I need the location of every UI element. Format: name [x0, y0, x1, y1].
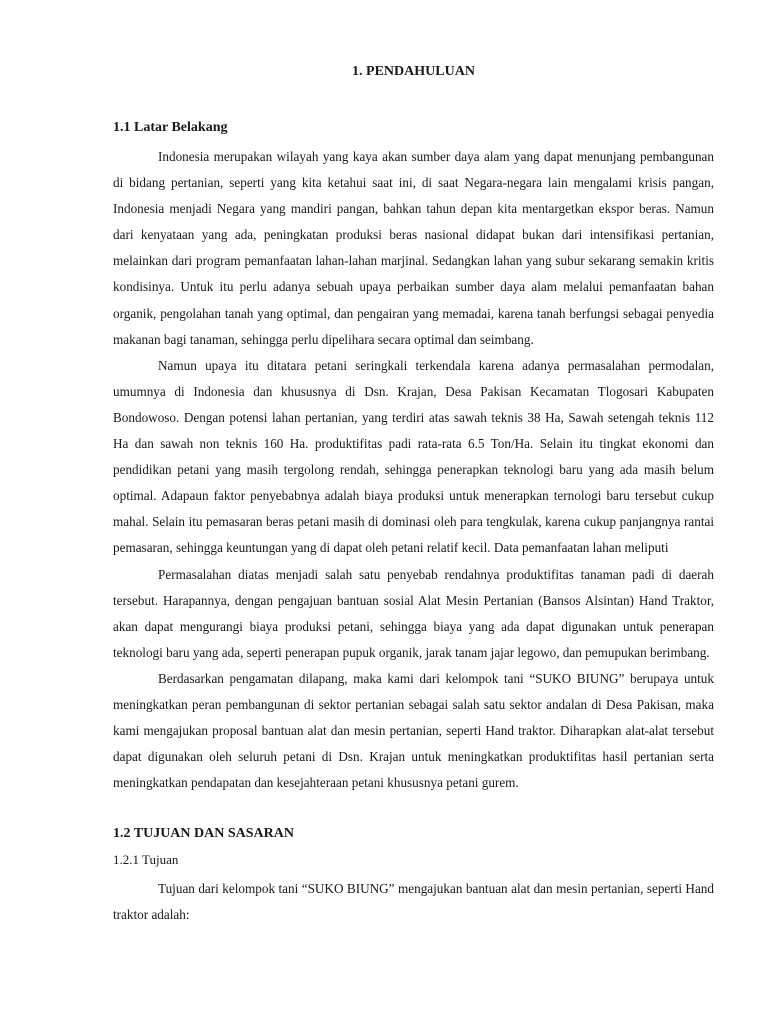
document-title: 1. PENDAHULUAN	[352, 64, 475, 79]
paragraph-2: Namun upaya itu ditatara petani seringkali terkendala karena adanya permasalahan permodalan, umumnya di Indonesia dan khususnya di Dsn. Krajan, Desa Pakisan Kecamatan Tlogosari Kabupaten Bondowoso. Dengan potensi lahan pertanian, yang terdiri atas sawah teknis 38 Ha, Sawah setengah teknis 112 Ha dan sawah non teknis 160 Ha. produktifitas padi rata-rata 6.5 Ton/Ha. Selain itu tingkat ekonomi dan pendidikan petani yang masih tergolong rendah, sehingga penerapkan teknologi baru yang ada masih belum optimal. Adapaun faktor penyebabnya adalah biaya produksi untuk menerapkan ternologi baru tersebut cukup mahal. Selain itu pemasaran beras petani masih di dominasi oleh para tengkulak, karena cukup panjangnya rantai pemasaran, sehingga keuntungan yang di dapat oleh petani relatif kecil. Data pemanfaatan lahan meliputi	[113, 357, 714, 556]
document-page	[113, 62, 714, 929]
subsection-heading-tujuan: 1.2.1 Tujuan	[113, 852, 179, 868]
section-heading-latar-belakang: 1.1 Latar Belakang	[113, 120, 228, 135]
section-heading-tujuan-sasaran: 1.2 TUJUAN DAN SASARAN	[113, 826, 294, 842]
paragraph-3: Permasalahan diatas menjadi salah satu penyebab rendahnya produktifitas tanaman padi di daerah tersebut. Harapannya, dengan pengajuan bantuan sosial Alat Mesin Pertanian (Bansos Alsintan) Hand Traktor, akan dapat mengurangi biaya produksi petani, sehingga biaya yang ada dapat digunakan untuk penerapan teknologi baru yang ada, seperti penerapan pupuk organik, jarak tanam jajar legowo, dan pemupukan berimbang.	[113, 566, 714, 660]
paragraph-1: Indonesia merupakan wilayah yang kaya akan sumber daya alam yang dapat menunjang pembangunan di bidang pertanian, seperti yang kita ketahui saat ini, di saat Negara-negara lain mengalami krisis pangan, Indonesia menjadi Negara yang mandiri pangan, bahkan tahun depan kita mentargetkan ekspor beras. Namun dari kenyataan yang ada, peningkatan produksi beras nasional didapat bukan dari intensifikasi pertanian, melainkan dari program pemanfaatan lahan-lahan marjinal. Sedangkan lahan yang subur sekarang semakin kritis kondisinya. Untuk itu perlu adanya sebuah upaya perbaikan sumber daya alam melalui pemanfaatan bahan organik, pengolahan tanah yang optimal, dan pengairan yang memadai, karena tanah berfungsi sebagai penyedia makanan bagi tanaman, sehingga perlu dipelihara secara optimal dan seimbang.	[113, 149, 714, 347]
paragraph-tujuan: Tujuan dari kelompok tani “SUKO BIUNG” mengajukan bantuan alat dan mesin pertanian, seperti Hand traktor adalah:	[113, 881, 714, 923]
paragraph-4: Berdasarkan pengamatan dilapang, maka kami dari kelompok tani “SUKO BIUNG” berupaya untuk meningkatkan peran pembangunan di sektor pertanian sebagai salah satu sektor andalan di Desa Pakisan, maka kami mengajukan proposal bantuan alat dan mesin pertanian, seperti Hand traktor. Diharapkan alat-alat tersebut dapat digunakan oleh seluruh petani di Dsn. Krajan untuk meningkatkan produktifitas hasil pertanian serta meningkatkan pendapatan dan kesejahteraan petani khususnya petani gurem.	[113, 670, 714, 791]
